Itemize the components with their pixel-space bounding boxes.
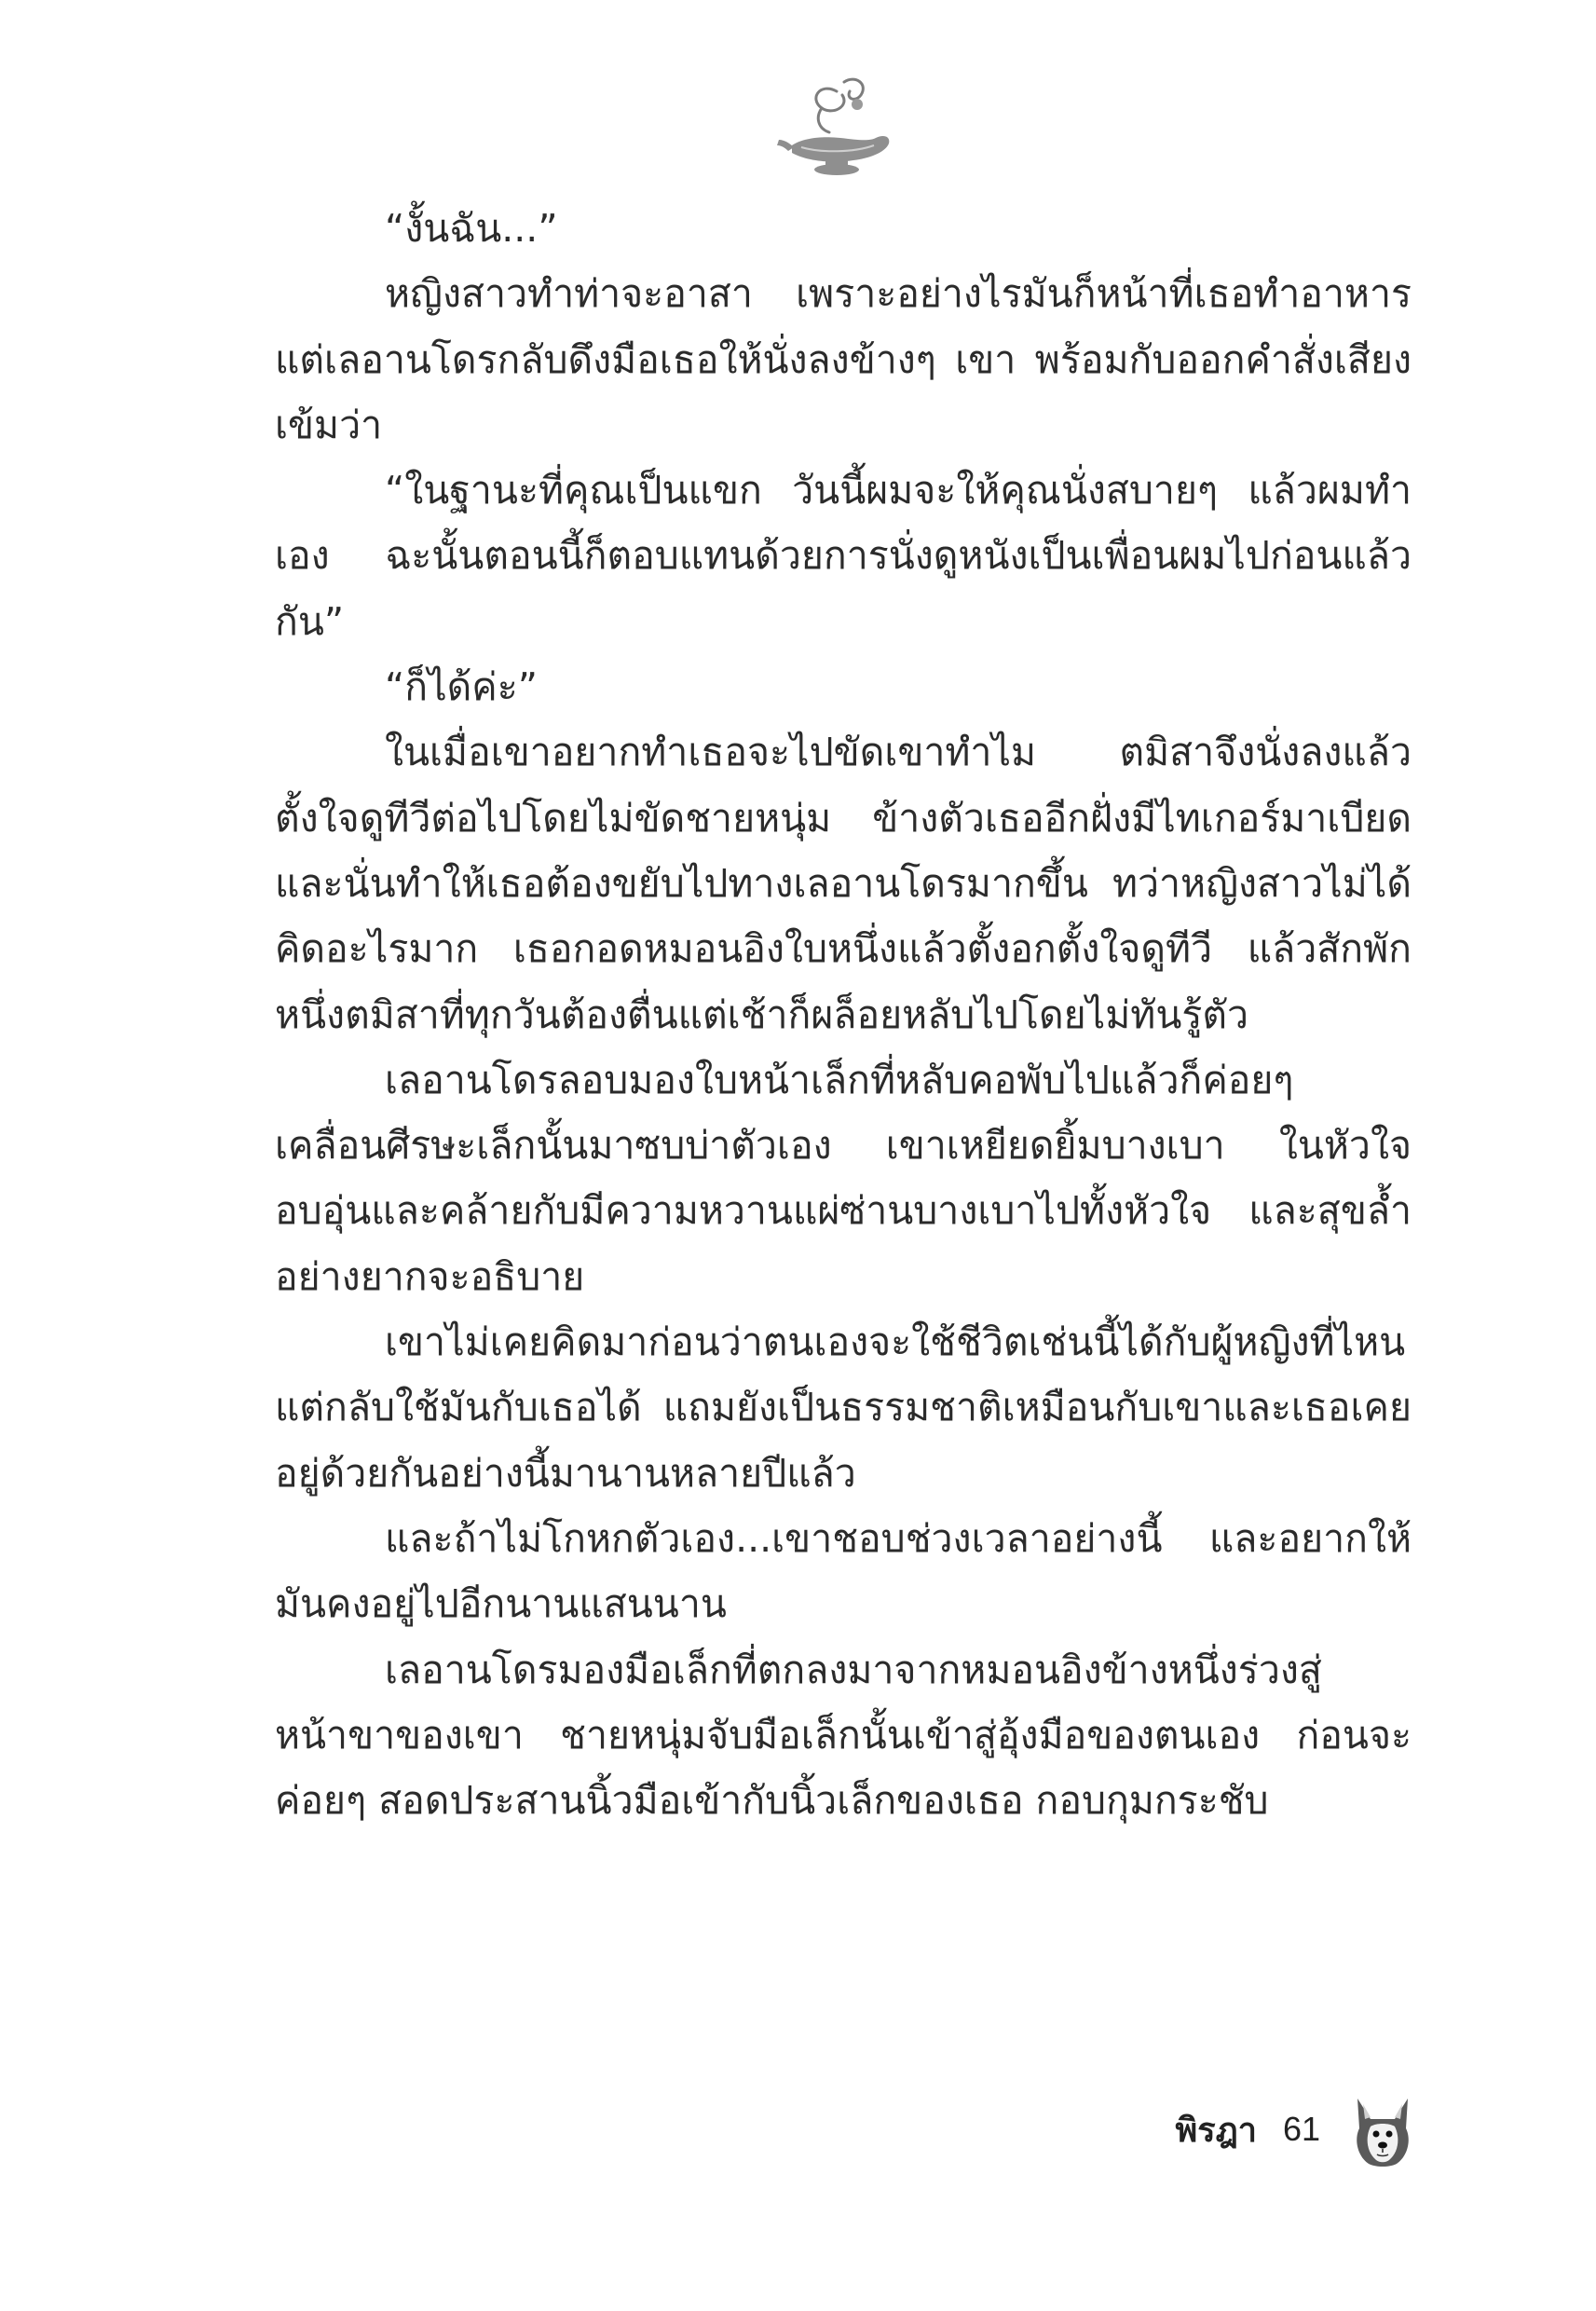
paragraph: “ในฐานะที่คุณเป็นแขก วันนี้ผมจะให้คุณนั่งสบายๆ แล้วผมทำเอง ฉะนั้นตอนนี้ก็ตอบแทนด้วยการนั่งดูหนังเป็นเพื่อนผมไปก่อนแล้วกัน” [275,468,1412,644]
body-text [275,196,1412,1833]
paragraph: “งั้นฉัน...” [385,206,558,251]
husky-dog-icon [1346,2091,1419,2167]
paragraph: เลอานโดรลอบมองใบหน้าเล็กที่หลับคอพับไปแล้วก็ค่อยๆ เคลื่อนศีรษะเล็กนั้นมาซบบ่าตัวเอง เขาเหยียดยิ้มบางเบา ในหัวใจอบอุ่นและคล้ายกับมีความหวานแผ่ซ่านบางเบาไปทั้งหัวใจ และสุขล้ำอย่างยากจะอธิบาย [275,1057,1412,1299]
paragraph: หญิงสาวทำท่าจะอาสา เพราะอย่างไรมันก็หน้าที่เธอทำอาหาร แต่เลอานโดรกลับดึงมือเธอให้นั่งลงข้างๆ เขา พร้อมกับออกคำสั่งเสียงเข้มว่า [275,271,1412,447]
paragraph: “ก็ได้ค่ะ” [385,664,538,710]
paragraph: เขาไม่เคยคิดมาก่อนว่าตนเองจะใช้ชีวิตเช่นนี้ได้กับผู้หญิงที่ไหน แต่กลับใช้มันกับเธอได้ แถมยังเป็นธรรมชาติเหมือนกับเขาและเธอเคยอยู่ด้วยกันอย่างนี้มานานหลายปีแล้ว [275,1320,1412,1496]
paragraph: เลอานโดรมองมือเล็กที่ตกลงมาจากหมอนอิงข้างหนึ่งร่วงสู่หน้าขาของเขา ชายหนุ่มจับมือเล็กนั้นเข้าสู่อุ้งมือของตนเอง ก่อนจะค่อยๆ สอดประสานนิ้วมือเข้ากับนิ้วเล็กของเธอ กอบกุมกระชับ [275,1647,1412,1824]
paragraph: ในเมื่อเขาอยากทำเธอจะไปขัดเขาทำไม ตมิสาจึงนั่งลงแล้วตั้งใจดูทีวีต่อไปโดยไม่ขัดชายหนุ่ม ข้างตัวเธออีกฝั่งมีไทเกอร์มาเบียด และนั่นทำให้เธอต้องขยับไปทางเลอานโดรมากขึ้น ทว่าหญิงสาวไม่ได้คิดอะไรมาก เธอกอดหมอนอิงใบหนึ่งแล้วตั้งอกตั้งใจดูทีวี แล้วสักพักหนึ่งตมิสาที่ทุกวันต้องตื่นแต่เช้าก็ผล็อยหลับไปโดยไม่ทันรู้ตัว [275,730,1412,1037]
paragraph: และถ้าไม่โกหกตัวเอง...เขาชอบช่วงเวลาอย่างนี้ และอยากให้มันคงอยู่ไปอีกนานแสนนาน [275,1515,1412,1627]
page-number: 61 [1282,2110,1320,2148]
author-name: พิรฎา [1175,2111,1257,2150]
genie-lamp-icon [764,73,904,185]
page-footer [1176,2087,1420,2171]
